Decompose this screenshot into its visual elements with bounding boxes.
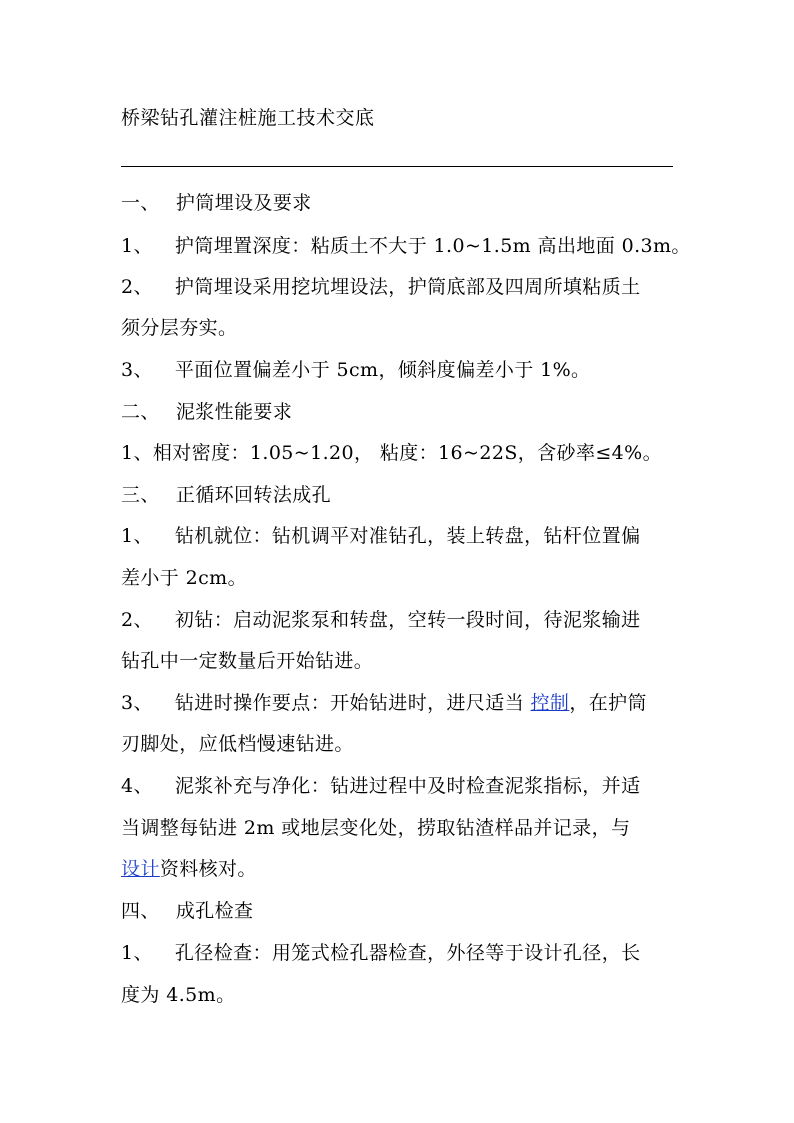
item-text: 初钻：启动泥浆泵和转盘，空转一段时间，待泥浆输进 [174,609,641,631]
list-item [121,231,691,258]
list-item-continuation: 度为 4.5m。 [121,984,236,1006]
section-number: 三、 [121,484,160,506]
section-number: 二、 [121,401,160,423]
section-heading-3 [121,480,331,507]
item-number: 1、 [121,942,153,964]
item-number: 1、 [121,525,153,547]
item-text: 孔径检查：用笼式检孔器检查，外径等于设计孔径，长 [174,942,641,964]
list-item-continuation: 差小于 2cm。 [121,567,247,589]
section-number: 四、 [121,900,160,922]
section-title: 泥浆性能要求 [175,401,293,423]
list-item-continuation: 当调整每钻进 2m 或地层变化处，捞取钻渣样品并记录，与 [121,817,631,839]
item-number: 3、 [121,692,153,714]
list-item-continuation [121,854,257,881]
title-divider [121,166,673,167]
item-text: 护筒埋置深度：粘质土不大于 1.0~1.5m 高出地面 0.3m。 [174,235,691,257]
control-link[interactable]: 控制 [530,692,570,714]
list-item-continuation: 钻孔中一定数量后开始钻进。 [121,650,374,672]
section-heading-4 [121,896,253,923]
item-text: 钻机就位：钻机调平对准钻孔，装上转盘，钻杆位置偏 [174,525,641,547]
item-number: 4、 [121,775,153,797]
list-item [121,688,647,715]
item-number: 2、 [121,609,153,631]
section-title: 护筒埋设及要求 [175,192,312,214]
item-text: ，在护筒 [569,692,647,714]
document-title: 桥梁钻孔灌注桩施工技术交底 [121,107,375,129]
section-title: 正循环回转法成孔 [175,484,332,506]
list-item [121,605,641,632]
item-text: 泥浆补充与净化：钻进过程中及时检查泥浆指标，并适 [174,775,641,797]
list-item-continuation: 须分层夯实。 [121,317,238,339]
section-heading-2 [121,397,292,424]
section-number: 一、 [121,192,160,214]
list-item [121,938,641,965]
item-text: 资料核对。 [159,858,257,880]
section-heading-1 [121,188,312,215]
item-text: 平面位置偏差小于 5cm，倾斜度偏差小于 1%。 [174,359,591,381]
list-item: 1、相对密度：1.05~1.20， 粘度：16~22S，含砂率≤4%。 [121,442,663,464]
item-number: 2、 [121,276,153,298]
list-item [121,272,641,299]
item-text: 护筒埋设采用挖坑埋设法，护筒底部及四周所填粘质土 [174,276,641,298]
list-item [121,521,641,548]
item-number: 3、 [121,359,153,381]
list-item-continuation: 刃脚处，应低档慢速钻进。 [121,733,354,755]
design-link[interactable]: 设计 [121,858,160,880]
list-item [121,771,641,798]
section-title: 成孔检查 [175,900,254,922]
item-text: 钻进时操作要点：开始钻进时，进尺适当 [174,692,531,714]
list-item [121,355,590,382]
item-number: 1、 [121,235,153,257]
